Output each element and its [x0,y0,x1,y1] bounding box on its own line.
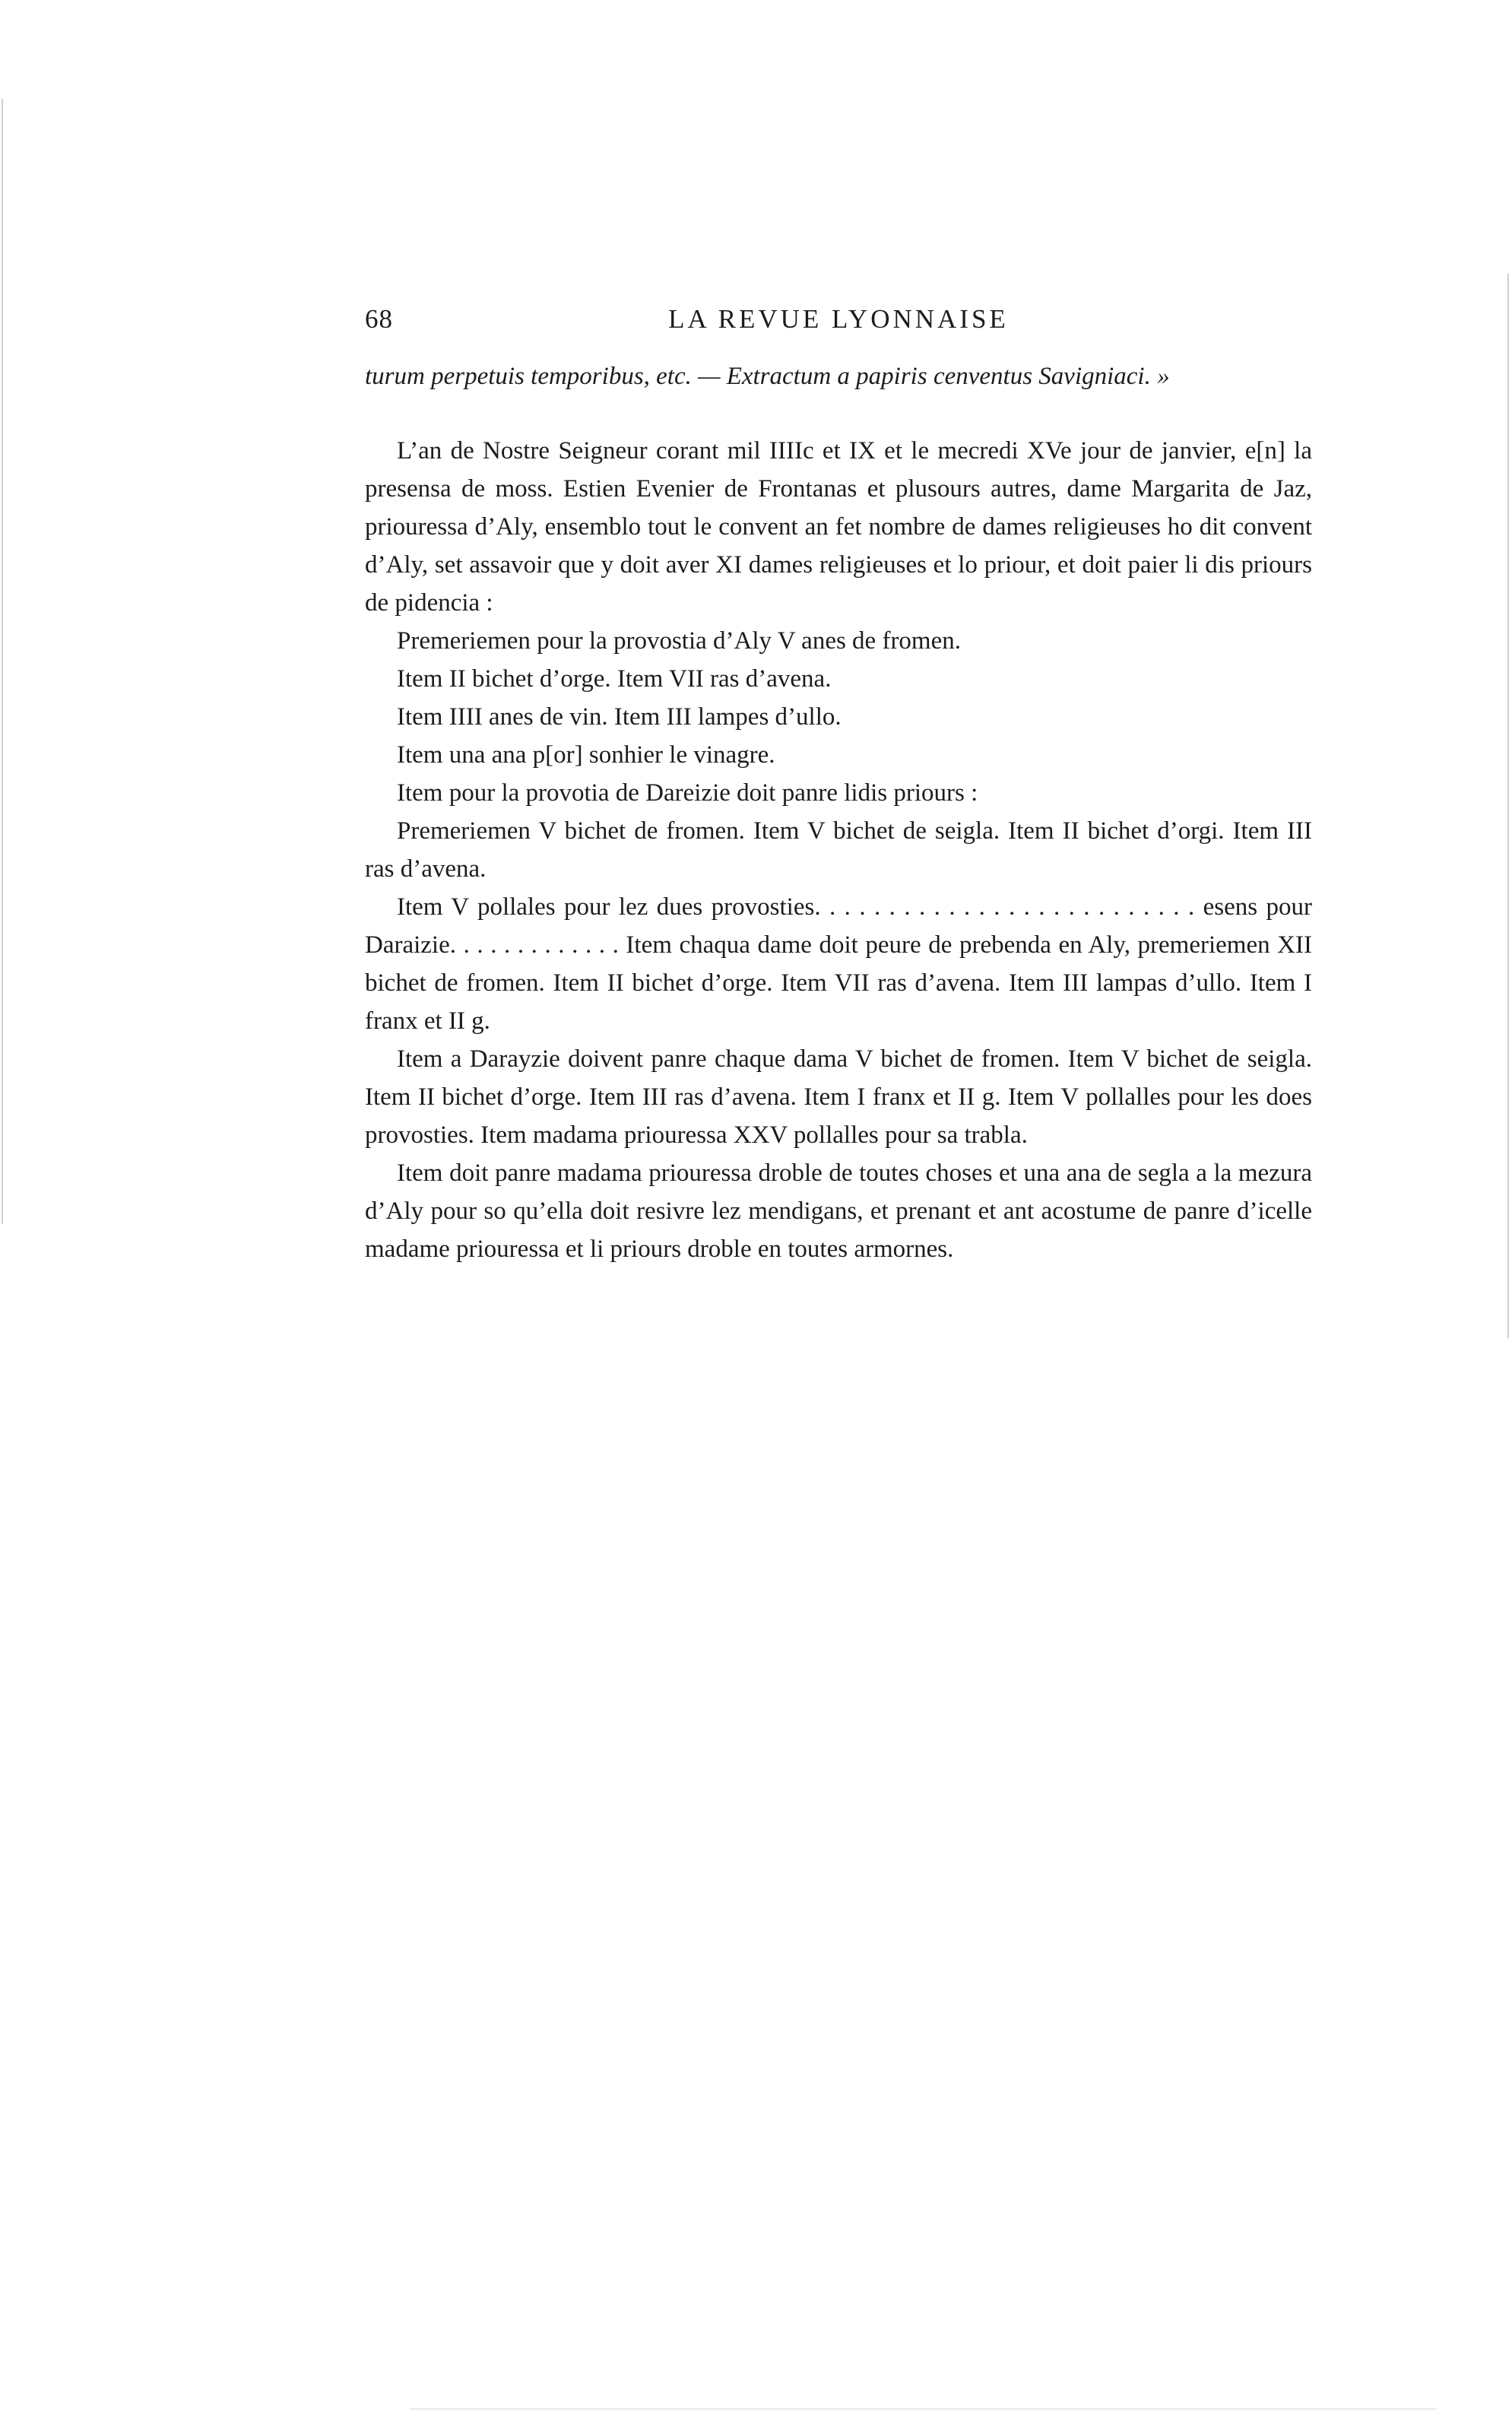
left-scan-edge [2,99,3,1224]
lead-in-paragraph: turum perpetuis temporibus, etc. — Extractum a papiris cenventus Savigniaci. » [365,363,1170,390]
paragraph-item: Item IIII anes de vin. Item III lampes d’ullo. [397,703,842,731]
paragraph-item: Item doit panre madama priouressa droble de toutes choses et una ana de segla a la mezura d’Aly pour so qu’ella doit resivre lez mendigans, et prenant et ant acostume de panre d’icelle madame priouressa et li priours droble en toutes armornes. [365,1159,1312,1263]
paragraph-item: Premeriemen V bichet de fromen. Item V bichet de seigla. Item II bichet d’orgi. Item III ras d’avena. [365,817,1312,883]
paragraph-item: Item V pollales pour lez dues provosties. . . . . . . . . . . . . . . . . . . . . . . . . . esens pour Daraizie. . . . . . . . . . . . . Item chaqua dame doit peure de prebenda en Aly, premeriemen XII bichet de fromen. Item II bichet d’orge. Item VII ras d’avena. Item III lampas d’ullo. Item I franx et II g. [365,893,1312,1035]
paragraph-item: Item una ana p[or] sonhier le vinagre. [397,741,775,769]
body-text [365,357,1312,1268]
paragraph-item: Premeriemen pour la provostia d’Aly V anes de fromen. [397,627,962,655]
page-header [365,304,1312,342]
paragraph-charter: L’an de Nostre Seigneur corant mil IIIIc et IX et le mecredi XVe jour de janvier, e[n] la presensa de moss. Estien Evenier de Frontanas et plusours autres, dame Margarita de Jaz, priouressa d’Aly, ensemblo tout le convent an fet nombre de dames religieuses ho dit convent d’Aly, set assavoir que y doit aver XI dames religieuses et lo priour, et doit paier li dis priours de pidencia : [365,437,1312,617]
right-scan-edge [1507,274,1509,1338]
paragraph-item: Item pour la provotia de Dareizie doit panre lidis priours : [397,779,978,807]
paragraph-item: Item II bichet d’orge. Item VII ras d’avena. [397,665,832,693]
running-title: LA REVUE LYONNAISE [668,304,1009,334]
paragraph-item: Item a Darayzie doivent panre chaque dama V bichet de fromen. Item V bichet de seigla. Item II bichet d’orge. Item III ras d’avena. Item I franx et II g. Item V pollalles pour les does provosties. Item madama priouressa XXV pollalles pour sa trabla. [365,1045,1312,1149]
page-number: 68 [365,304,393,334]
